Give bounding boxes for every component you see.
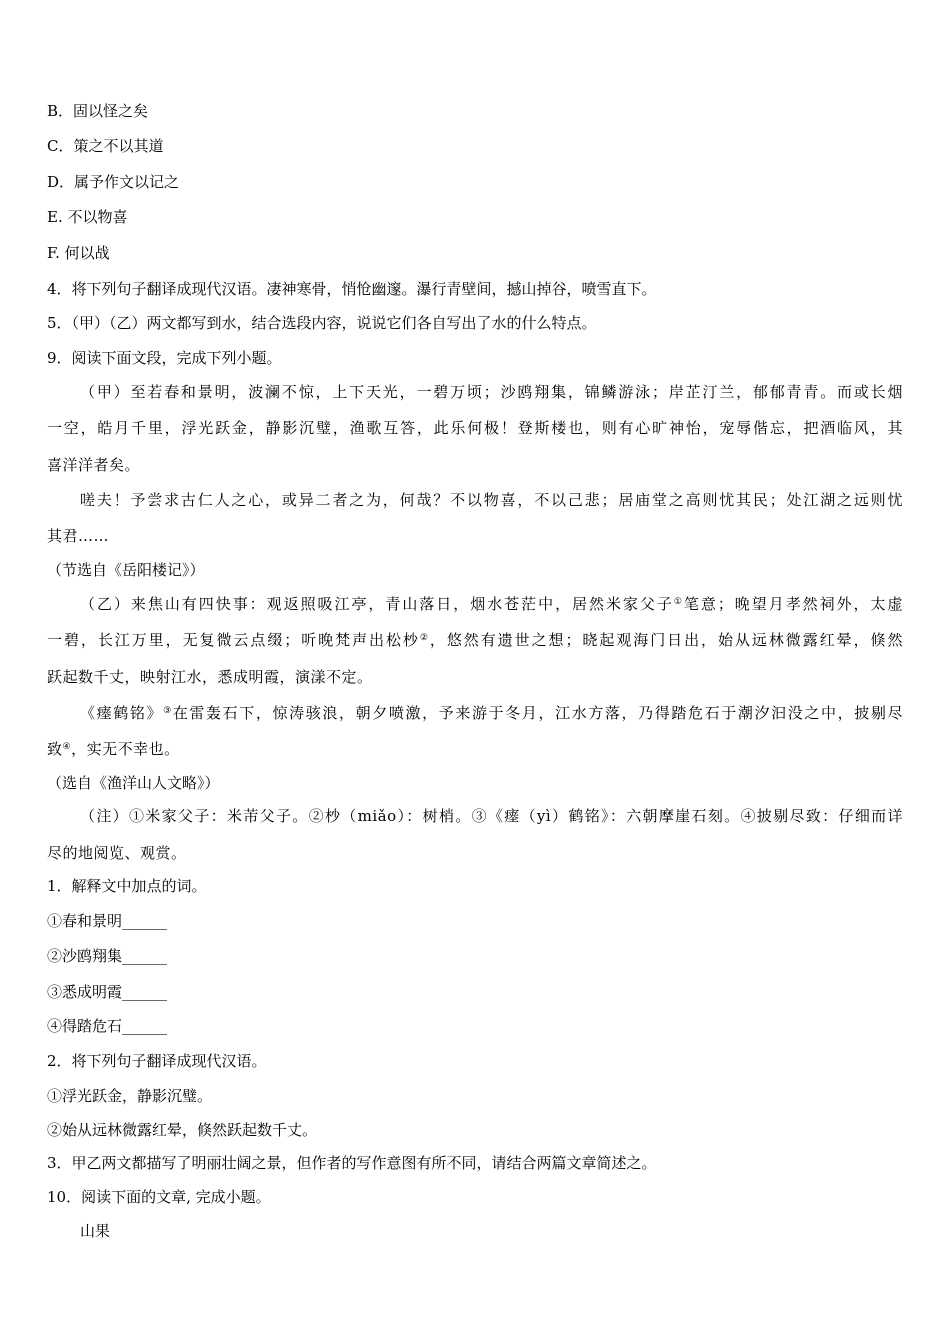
passage-jia-p2-line1: 嗟夫！予尝求古仁人之心，或异二者之为，何哉？不以物喜，不以己悲；居庙堂之高则忧其民；处江湖之远则忧: [80, 491, 903, 509]
passage-jia-p1-line3: 喜洋洋者矣。: [47, 456, 141, 474]
option-e: E. 不以物喜: [47, 208, 128, 226]
footnote-marker-3: ③: [163, 706, 173, 716]
subquestion-2-item-2: ②始从远林微露红晕，倏然跃起数千丈。: [47, 1121, 318, 1139]
passage-jia-source: （节选自《岳阳楼记》）: [47, 561, 205, 579]
passage-jia-p1-line1: （甲）至若春和景明，波澜不惊，上下天光，一碧万顷；沙鸥翔集，锦鳞游泳；岸芷汀兰，郁郁青青。而或长烟: [80, 383, 903, 401]
question-10-heading: 10．阅读下面的文章, 完成小题。: [47, 1188, 271, 1206]
subquestion-1-item-1: ①春和景明______: [47, 912, 168, 930]
subquestion-1-item-4: ④得踏危石______: [47, 1017, 168, 1035]
subquestion-1-item-2: ②沙鸥翔集______: [47, 947, 168, 965]
passage-yi-p2-line2: 致④，实无不幸也。: [47, 740, 180, 758]
passage-yi-source: （选自《渔洋山人文略》）: [47, 774, 220, 792]
passage-yi-p1-line1: （乙）来焦山有四快事：观返照吸江亭，青山落日，烟水苍茫中，居然米家父子①笔意；晚望月孝然祠外，太虚: [80, 595, 903, 613]
footnote-marker-2: ②: [419, 633, 430, 643]
question-9-heading: 9．阅读下面文段，完成下列小题。: [47, 349, 282, 367]
option-d: D．属予作文以记之: [47, 173, 180, 191]
passage-yi-p1-line3: 跃起数千丈，映射江水，悉成明霞，演漾不定。: [47, 668, 373, 686]
subquestion-3: 3．甲乙两文都描写了明丽壮阔之景，但作者的写作意图有所不同，请结合两篇文章简述之。: [47, 1154, 657, 1172]
question-5: 5．（甲）（乙）两文都写到水，结合选段内容，说说它们各自写出了水的什么特点。: [47, 314, 597, 332]
passage-jia-p1-line2: 一空，皓月千里，浮光跃金，静影沉璧，渔歌互答，此乐何极！登斯楼也，则有心旷神怡，宠辱偕忘，把酒临风，其: [47, 419, 903, 437]
option-c: C．策之不以其道: [47, 137, 164, 155]
question-4: 4．将下列句子翻译成现代汉语。凄神寒骨，悄怆幽邃。瀑行青壁间，撼山掉谷，喷雪直下。: [47, 280, 657, 298]
annotation-line2: 尽的地阅览、观赏。: [47, 844, 187, 862]
option-b: B．固以怪之矣: [47, 102, 149, 120]
option-f: F. 何以战: [47, 244, 110, 262]
passage-yi-p2-line1: 《瘗鹤铭》③在雷轰石下，惊涛骇浪，朝夕喷激，予来游于冬月，江水方落，乃得踏危石于潮汐汩没之中，披剔尽: [80, 704, 903, 722]
footnote-marker-4: ④: [62, 742, 72, 752]
passage-yi-p1-line2: 一碧，长江万里，无复微云点缀；听晚梵声出松杪②，悠然有遗世之想；晓起观海门日出，始从远林微露红晕，倏然: [47, 631, 903, 649]
subquestion-2-item-1: ①浮光跃金，静影沉璧。: [47, 1087, 213, 1105]
annotation-line1: （注）①米家父子：米芾父子。②杪（miǎo）：树梢。③《瘗（yì）鹤铭》：六朝摩崖石刻。④披剔尽致：仔细而详: [80, 807, 903, 825]
subquestion-1-item-3: ③悉成明霞______: [47, 983, 168, 1001]
footnote-marker-1: ①: [673, 597, 684, 607]
subquestion-1: 1．解释文中加点的词。: [47, 877, 207, 895]
passage-jia-p2-line2: 其君……: [47, 527, 110, 545]
subquestion-2: 2．将下列句子翻译成现代汉语。: [47, 1052, 267, 1070]
article-title: 山果: [80, 1222, 111, 1240]
